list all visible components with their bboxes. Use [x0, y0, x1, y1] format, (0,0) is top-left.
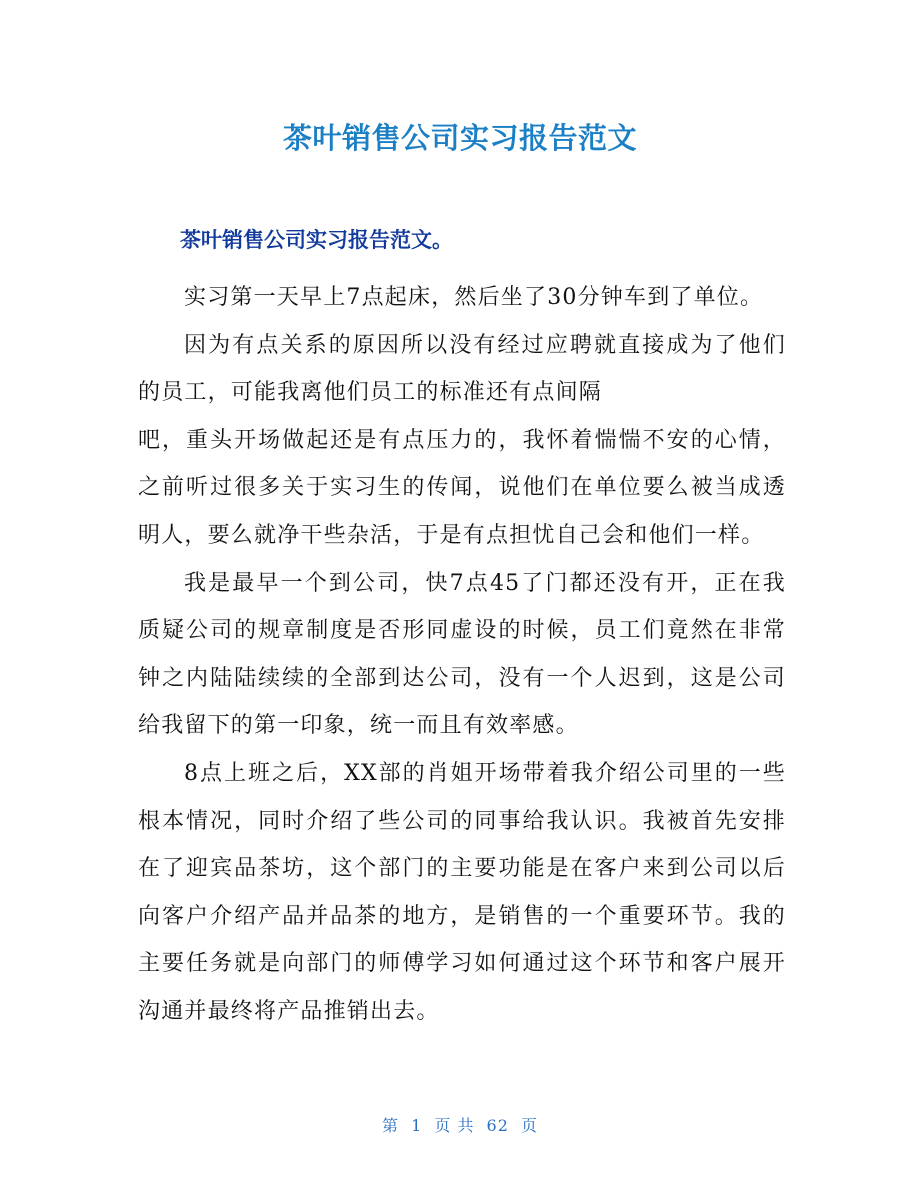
page-title: 茶叶销售公司实习报告范文 — [282, 121, 637, 155]
paragraph-2: 因为有点关系的原因所以没有经过应聘就直接成为了他们的员工，可能我离他们员工的标准还有点间隔 — [138, 332, 786, 406]
paragraph-4: 我是最早一个到公司，快7点45了门都还没有开，正在我质疑公司的规章制度是否形同虚设的时候，员工们竟然在非常钟之内陆陆续续的全部到达公司，没有一个人迟到，这是公司给我留下的第一印象，统一而且有效率感。 — [138, 570, 786, 739]
page-number-footer — [0, 1113, 920, 1136]
body-text — [138, 274, 786, 1036]
footer-prefix: 第 — [381, 1116, 399, 1135]
footer-total-pages: 62 — [486, 1116, 509, 1135]
paragraph-5: 8点上班之后，XX部的肖姐开场带着我介绍公司里的一些根本情况，同时介绍了些公司的同事给我认识。我被首先安排在了迎宾品茶坊，这个部门的主要功能是在客户来到公司以后向客户介绍产品并品茶的地方，是销售的一个重要环节。我的主要任务就是向部门的师傅学习如何通过这个环节和客户展开沟通并最终将产品推销出去。 — [138, 760, 786, 1024]
footer-middle: 页 共 — [434, 1116, 475, 1135]
section-heading: 茶叶销售公司实习报告范文。 — [180, 228, 453, 252]
paragraph-3: 吧，重头开场做起还是有点压力的，我怀着惴惴不安的心情，之前听过很多关于实习生的传闻，说他们在单位要么被当成透明人，要么就净干些杂活，于是有点担忧自己会和他们一样。 — [138, 427, 786, 548]
footer-suffix: 页 — [521, 1116, 539, 1135]
footer-current-page: 1 — [411, 1116, 423, 1135]
paragraph-1: 实习第一天早上7点起床，然后坐了30分钟车到了单位。 — [184, 285, 764, 310]
